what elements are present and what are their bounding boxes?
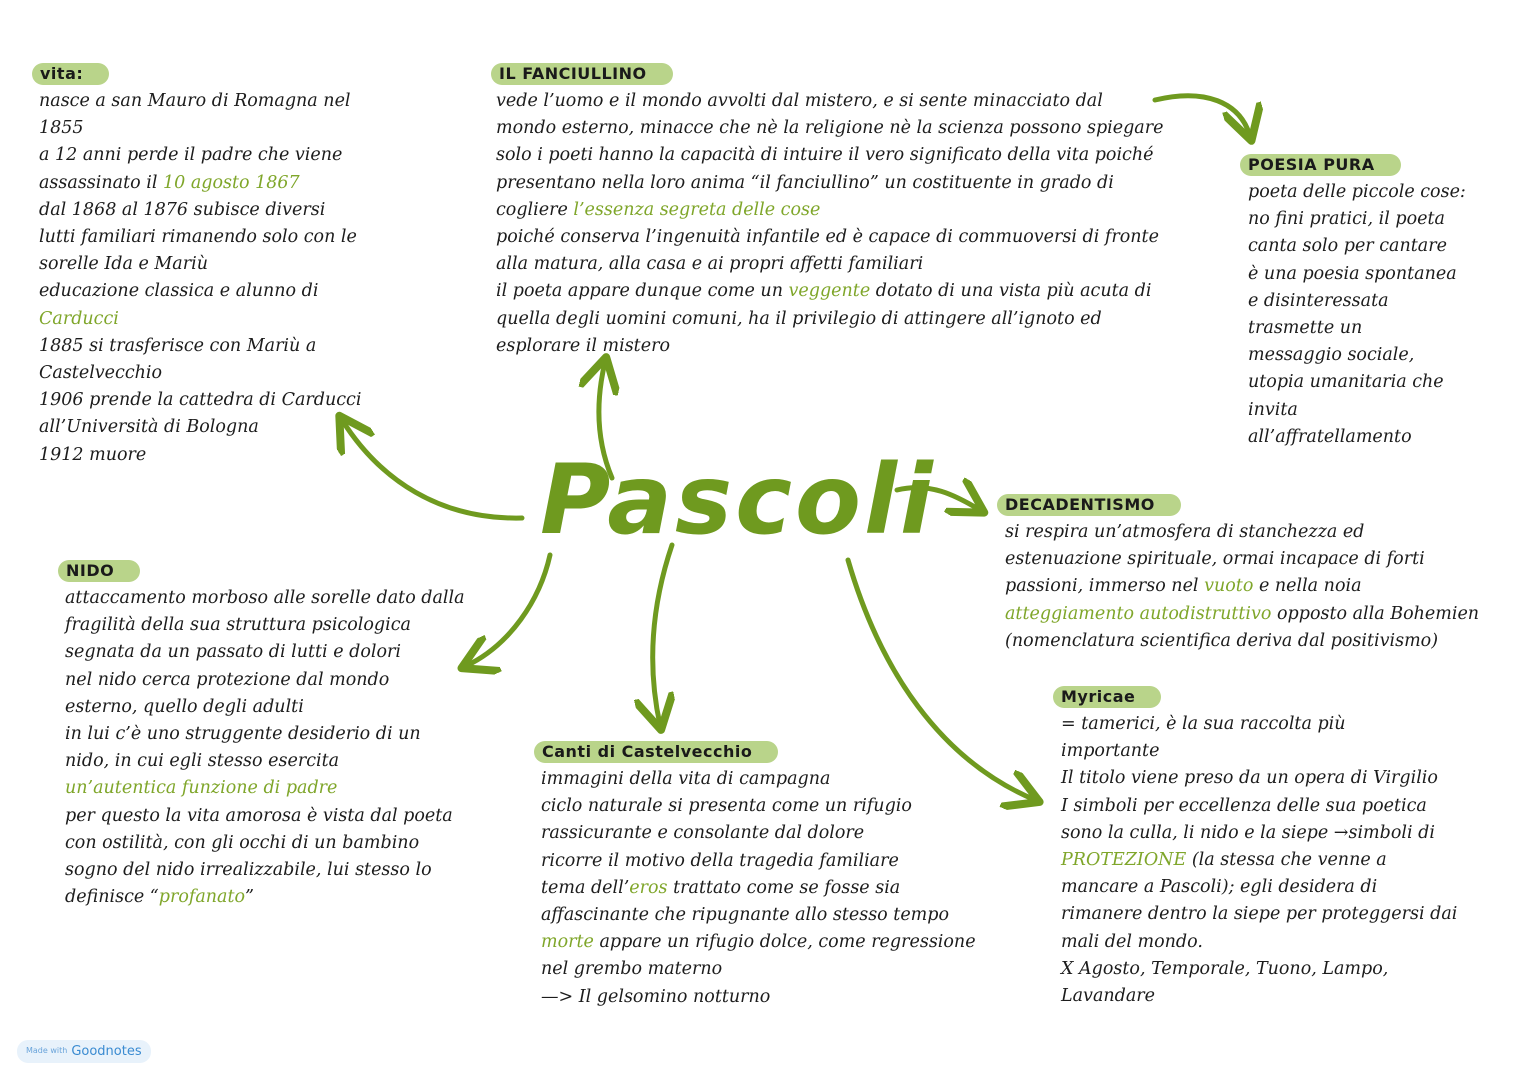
text-line [496, 333, 1163, 360]
text-line [39, 387, 361, 414]
text-line [65, 857, 465, 884]
line-text: opposto alla Bohemien [1271, 603, 1480, 624]
text-line [65, 884, 465, 911]
line-text: all’affratellamento [1248, 426, 1412, 447]
section-vita [32, 63, 361, 469]
line-text: ciclo naturale si presenta come un rifugio [541, 796, 912, 817]
line-text: tema dell’ [541, 877, 630, 898]
text-line [496, 88, 1163, 115]
text-line [39, 306, 361, 333]
line-text: passioni, immerso nel [1005, 576, 1205, 597]
text-line [65, 667, 465, 694]
line-text: e nella noia [1253, 576, 1362, 597]
line-text: cogliere [496, 199, 574, 220]
section-myricae [1053, 686, 1457, 1010]
line-text: affascinante che ripugnante allo stesso tempo [541, 905, 950, 926]
line-text: appare un rifugio dolce, come regressione [593, 932, 976, 953]
arrow-to-canti [653, 545, 672, 725]
highlighted-text: atteggiamento autodistruttivo [1005, 603, 1272, 624]
text-line [1061, 820, 1457, 847]
text-line [496, 115, 1163, 142]
line-text: 1885 si trasferisce con Mariù a [39, 335, 317, 356]
text-line [65, 721, 465, 748]
highlighted-text: morte [541, 932, 594, 953]
section-poesia-pura [1240, 154, 1466, 451]
line-text: solo i poeti hanno la capacità di intuire il vero significato della vita poiché [496, 145, 1154, 166]
goodnotes-badge[interactable] [17, 1040, 151, 1063]
text-line [496, 142, 1163, 169]
text-line [1248, 179, 1466, 206]
map-title: Pascoli [540, 444, 936, 556]
highlighted-text: PROTEZIONE [1061, 850, 1187, 871]
section-decadentismo [997, 494, 1479, 655]
highlighted-text: veggente [788, 281, 871, 302]
line-text: importante [1061, 741, 1160, 762]
line-text: messaggio sociale, [1248, 345, 1415, 366]
badge-brand: Goodnotes [71, 1044, 142, 1059]
line-text: 1855 [39, 118, 84, 139]
text-line [1061, 847, 1457, 874]
line-text: Lavandare [1061, 986, 1156, 1007]
heading-decadentismo: DECADENTISMO [997, 494, 1181, 516]
section-fanciullino [491, 63, 1163, 360]
line-text: dotato di una vista più acuta di [870, 281, 1152, 302]
text-line [496, 224, 1163, 251]
heading-nido: NIDO [58, 560, 140, 582]
line-text: mali del mondo. [1061, 931, 1203, 952]
text-line [1005, 519, 1479, 546]
text-line [496, 278, 1163, 305]
section-canti [534, 741, 976, 1011]
text-line [1005, 546, 1479, 573]
highlighted-text: 10 agosto 1867 [162, 172, 300, 193]
text-line [65, 748, 465, 775]
text-line [1061, 874, 1457, 901]
line-text: assassinato il [39, 172, 163, 193]
text-line [39, 251, 361, 278]
decadentismo-lines [997, 519, 1479, 655]
line-text: nido, in cui egli stesso esercita [65, 751, 340, 772]
arrow-to-vita [342, 420, 522, 518]
poesia-pura-lines [1240, 179, 1466, 451]
nido-lines [58, 585, 465, 911]
text-line [541, 984, 976, 1011]
line-text: mancare a Pascoli); egli desidera di [1061, 877, 1378, 898]
line-text: estenuazione spirituale, ormai incapace di forti [1005, 549, 1425, 570]
text-line [1061, 983, 1457, 1010]
line-text: si respira un’atmosfera di stanchezza ed [1005, 522, 1365, 542]
line-text: Castelvecchio [39, 363, 163, 384]
text-line [1061, 765, 1457, 792]
heading-myricae: Myricae [1053, 686, 1161, 708]
text-line [1061, 738, 1457, 765]
text-line [39, 115, 361, 142]
text-line [65, 775, 465, 802]
text-line [39, 442, 361, 469]
line-text: dal 1868 al 1876 subisce diversi [39, 199, 326, 220]
vita-lines [32, 88, 361, 469]
text-line [541, 766, 976, 793]
line-text: a 12 anni perde il padre che viene [39, 145, 343, 166]
text-line [541, 848, 976, 875]
highlighted-text: profanato [158, 887, 246, 908]
line-text: poeta delle piccole cose: [1248, 182, 1466, 202]
text-line [1248, 397, 1466, 424]
text-line [496, 251, 1163, 278]
text-line [496, 170, 1163, 197]
line-text: sono la culla, li nido e la siepe →simboli di [1061, 822, 1435, 843]
text-line [1005, 573, 1479, 600]
heading-poesia-pura: POESIA PURA [1240, 154, 1401, 176]
arrow-fanciullino-to-poesia-pura [1155, 96, 1250, 136]
text-line [39, 142, 361, 169]
text-line [541, 793, 976, 820]
text-line [1061, 711, 1457, 738]
text-line [1248, 369, 1466, 396]
text-line [496, 197, 1163, 224]
line-text: sorelle Ida e Mariù [39, 254, 208, 275]
line-text: segnata da un passato di lutti e dolori [65, 642, 401, 663]
arrow-to-nido [466, 555, 550, 666]
text-line [65, 830, 465, 857]
text-line [1005, 601, 1479, 628]
line-text: sogno del nido irrealizzabile, lui stesso lo [65, 860, 432, 881]
line-text: presentano nella loro anima “il fanciullino” un costituente in grado di [496, 172, 1114, 193]
text-line [1061, 929, 1457, 956]
line-text: esterno, quello degli adulti [65, 696, 304, 717]
line-text: invita [1248, 399, 1298, 420]
line-text: all’Università di Bologna [39, 417, 259, 438]
line-text: con ostilità, con gli occhi di un bambino [65, 832, 420, 853]
text-line [65, 803, 465, 830]
text-line [541, 929, 976, 956]
highlighted-text: eros [629, 877, 668, 898]
line-text: I simboli per eccellenza delle sua poetica [1061, 795, 1427, 816]
text-line [1061, 956, 1457, 983]
line-text: ” [245, 887, 254, 908]
highlighted-text: vuoto [1204, 576, 1254, 597]
text-line [1248, 288, 1466, 315]
text-line [39, 197, 361, 224]
line-text: educazione classica e alunno di [39, 281, 319, 302]
line-text: utopia umanitaria che [1248, 372, 1444, 393]
line-text: (la stessa che venne a [1186, 850, 1387, 871]
text-line [1248, 342, 1466, 369]
line-text: fragilità della sua struttura psicologica [65, 615, 411, 636]
text-line [65, 694, 465, 721]
text-line [541, 956, 976, 983]
line-text: 1906 prende la cattedra di Carducci [39, 390, 362, 411]
text-line [65, 639, 465, 666]
line-text: alla matura, alla casa e ai propri affetti familiari [496, 254, 924, 275]
text-line [39, 414, 361, 441]
line-text: mondo esterno, minacce che nè la religione nè la scienza possono spiegare [496, 118, 1164, 139]
heading-canti: Canti di Castelvecchio [534, 741, 778, 763]
line-text: trattato come se fosse sia [667, 877, 901, 898]
text-line [541, 902, 976, 929]
text-line [541, 875, 976, 902]
text-line [1248, 315, 1466, 342]
text-line [496, 306, 1163, 333]
line-text: nel grembo materno [541, 959, 723, 980]
text-line [39, 224, 361, 251]
line-text: poiché conserva l’ingenuità infantile ed è capace di commuoversi di fronte [496, 227, 1159, 248]
text-line [39, 88, 361, 115]
line-text: no fini pratici, il poeta [1248, 209, 1445, 230]
line-text: = tamerici, è la sua raccolta più [1061, 714, 1346, 734]
line-text: 1912 muore [39, 444, 147, 465]
text-line [39, 333, 361, 360]
text-line [1248, 261, 1466, 288]
line-text: —> Il gelsomino notturno [541, 986, 771, 1007]
line-text: e disinteressata [1248, 290, 1389, 311]
myricae-lines [1053, 711, 1457, 1010]
line-text: X Agosto, Temporale, Tuono, Lampo, [1061, 958, 1389, 979]
text-line [1248, 424, 1466, 451]
line-text: nel nido cerca protezione dal mondo [65, 669, 390, 690]
line-text: per questo la vita amorosa è vista dal poeta [65, 805, 453, 826]
canti-lines [534, 766, 976, 1011]
text-line [39, 360, 361, 387]
highlighted-text: un’autentica funzione di padre [65, 778, 338, 799]
line-text: quella degli uomini comuni, ha il privilegio di attingere all’ignoto ed [496, 308, 1102, 329]
line-text: rimanere dentro la siepe per proteggersi dai [1061, 904, 1458, 925]
line-text: trasmette un [1248, 318, 1363, 339]
line-text: vede l’uomo e il mondo avvolti dal mistero, e si sente minacciato dal [496, 91, 1103, 111]
line-text: è una poesia spontanea [1248, 263, 1457, 284]
highlighted-text: Carducci [39, 308, 119, 329]
highlighted-text: l’essenza segreta delle cose [573, 199, 821, 220]
text-line [541, 820, 976, 847]
line-text: immagini della vita di campagna [541, 769, 831, 789]
line-text: lutti familiari rimanendo solo con le [39, 227, 357, 248]
heading-fanciullino: IL FANCIULLINO [491, 63, 673, 85]
text-line [65, 585, 465, 612]
line-text: attaccamento morboso alle sorelle dato dalla [65, 588, 465, 608]
line-text: rassicurante e consolante dal dolore [541, 823, 865, 844]
fanciullino-lines [491, 88, 1163, 360]
line-text: definisce “ [65, 887, 159, 908]
line-text: esplorare il mistero [496, 335, 670, 356]
line-text: nasce a san Mauro di Romagna nel [39, 91, 351, 111]
line-text: canta solo per cantare [1248, 236, 1447, 257]
heading-vita: vita: [32, 63, 109, 85]
text-line [1005, 628, 1479, 655]
line-text: il poeta appare dunque come un [496, 281, 789, 302]
text-line [65, 612, 465, 639]
text-line [1248, 233, 1466, 260]
line-text: ricorre il motivo della tragedia familiare [541, 850, 899, 871]
line-text: Il titolo viene preso da un opera di Virgilio [1061, 768, 1438, 789]
text-line [1061, 901, 1457, 928]
badge-prefix: Made with [26, 1046, 68, 1055]
text-line [39, 278, 361, 305]
section-nido [58, 560, 465, 911]
text-line [1248, 206, 1466, 233]
text-line [1061, 793, 1457, 820]
line-text: in lui c’è uno struggente desiderio di un [65, 724, 421, 745]
line-text: (nomenclatura scientifica deriva dal positivismo) [1005, 630, 1439, 651]
text-line [39, 170, 361, 197]
